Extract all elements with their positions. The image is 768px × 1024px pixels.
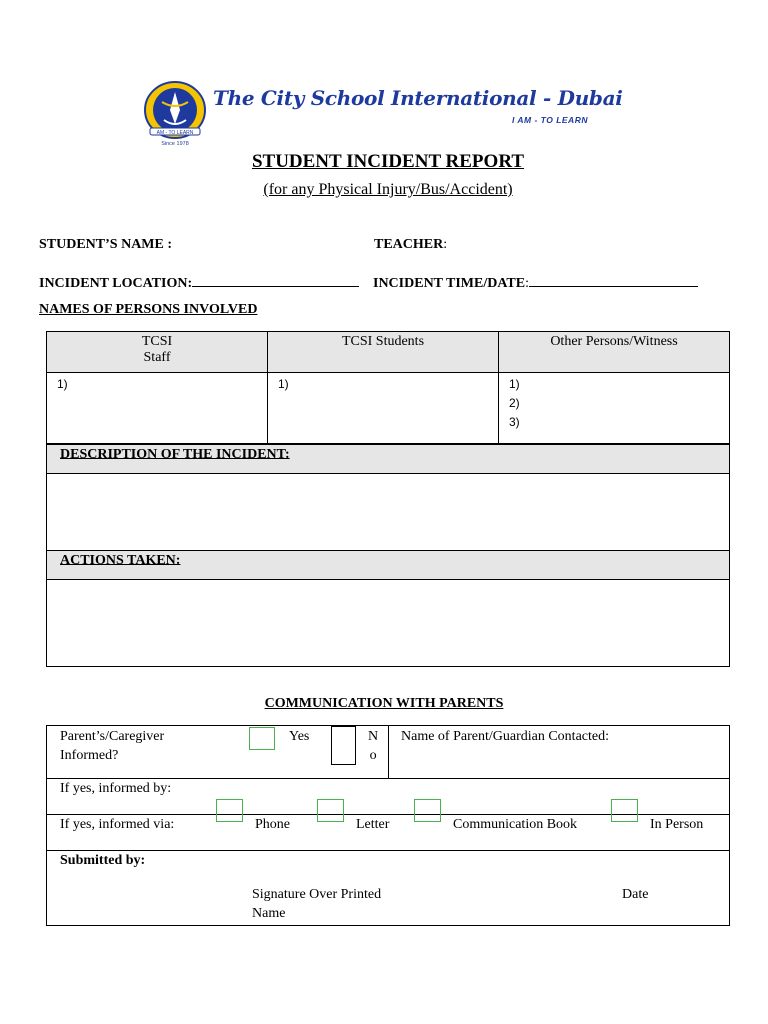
column-header-staff — [47, 332, 268, 373]
description-label: DESCRIPTION OF THE INCIDENT: — [60, 447, 290, 462]
column-header-staff-line1: TCSI — [141, 334, 173, 349]
description-field[interactable] — [47, 474, 730, 551]
page-title: STUDENT INCIDENT REPORT — [251, 151, 525, 172]
column-header-staff-line2: Staff — [143, 350, 171, 365]
student-item: 1) — [278, 377, 289, 391]
staff-cell[interactable] — [47, 373, 268, 444]
letter-label: Letter — [356, 817, 390, 832]
students-cell[interactable] — [268, 373, 499, 444]
date-label: Date — [622, 887, 649, 902]
incident-location-label: INCIDENT LOCATION: — [39, 276, 193, 291]
incident-time-date-field — [373, 272, 698, 292]
actions-header — [47, 551, 730, 580]
informed-by-label: If yes, informed by: — [60, 781, 172, 796]
no-label-line1: N — [368, 729, 379, 744]
signature-label — [252, 885, 381, 923]
incident-location-field — [39, 272, 359, 292]
witness-item: 2) — [509, 396, 520, 410]
communication-heading: COMMUNICATION WITH PARENTS — [264, 696, 504, 711]
no-checkbox[interactable] — [331, 726, 356, 765]
persons-involved-heading: NAMES OF PERSONS INVOLVED — [39, 302, 258, 317]
column-header-students: TCSI Students — [268, 332, 499, 373]
communication-table — [46, 725, 730, 926]
teacher-field — [374, 237, 447, 253]
witness-item: 1) — [509, 377, 520, 391]
informed-via-label: If yes, informed via: — [60, 817, 175, 832]
school-name: The City School International - Dubai — [213, 86, 623, 110]
persons-involved-table — [46, 331, 730, 444]
parent-informed-line2: Informed? — [60, 748, 119, 763]
student-name-label: STUDENT’S NAME : — [39, 237, 173, 252]
incident-details-table — [46, 444, 730, 667]
teacher-colon: : — [443, 237, 448, 252]
school-logo — [142, 80, 212, 150]
signature-line2: Name — [252, 906, 286, 921]
phone-checkbox[interactable] — [216, 799, 243, 822]
letter-checkbox[interactable] — [317, 799, 344, 822]
parent-informed-line1: Parent’s/Caregiver — [60, 729, 165, 744]
communication-book-checkbox[interactable] — [414, 799, 441, 822]
incident-time-date-label: INCIDENT TIME/DATE — [373, 276, 526, 291]
logo-since-text: Since 1978 — [161, 141, 189, 147]
no-label — [368, 727, 378, 765]
parent-informed-label — [60, 727, 164, 765]
column-divider — [388, 726, 389, 778]
row-divider — [47, 850, 729, 851]
actions-field[interactable] — [47, 580, 730, 667]
actions-label: ACTIONS TAKEN: — [60, 553, 181, 568]
incident-location-blank[interactable] — [192, 272, 359, 287]
yes-label: Yes — [289, 729, 310, 744]
incident-time-date-colon: : — [525, 276, 529, 291]
submitted-by-label: Submitted by: — [60, 853, 146, 868]
signature-line1: Signature Over Printed — [252, 887, 382, 902]
staff-item: 1) — [57, 377, 68, 391]
no-label-line2: o — [369, 748, 377, 763]
incident-time-date-blank[interactable] — [529, 272, 698, 287]
school-motto: I AM - TO LEARN — [512, 115, 588, 125]
phone-label: Phone — [255, 817, 290, 832]
witness-cell[interactable] — [499, 373, 730, 444]
in-person-label: In Person — [650, 817, 704, 832]
column-header-witness: Other Persons/Witness — [499, 332, 730, 373]
witness-item: 3) — [509, 415, 520, 429]
description-header — [47, 445, 730, 474]
contacted-name-label: Name of Parent/Guardian Contacted: — [401, 729, 609, 744]
in-person-checkbox[interactable] — [611, 799, 638, 822]
logo-banner-text: AM - TO LEARN — [156, 130, 194, 136]
yes-checkbox[interactable] — [249, 727, 275, 750]
communication-book-label: Communication Book — [453, 817, 578, 832]
page-subtitle: (for any Physical Injury/Bus/Accident) — [263, 181, 513, 198]
teacher-label: TEACHER — [374, 237, 444, 252]
